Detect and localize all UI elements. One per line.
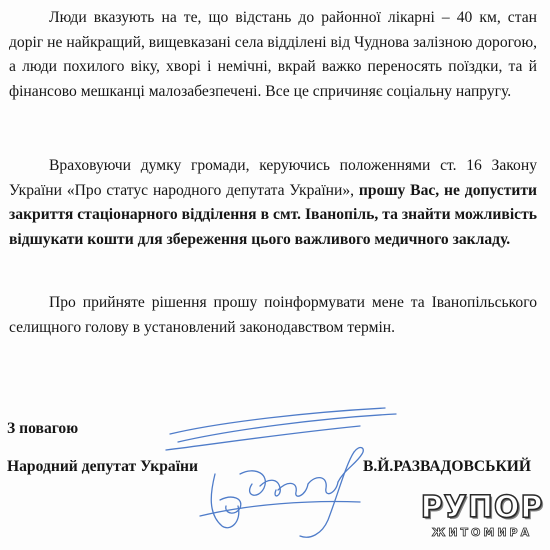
watermark-subtitle: ЖИТОМИРА <box>431 526 533 539</box>
rupor-zhytomyra-logo-watermark <box>420 492 544 546</box>
request-intro-text: Враховуючи думку громади, керуючись положеннями ст. 16 Закону України «Про статус народного депутата України», <box>9 157 537 199</box>
request-bold-text: прошу Вас, не допустити закриття стаціонарного відділення в смт. Іванопіль, та знайти можливість відшукати кошти для збереження цього важливого медичного закладу. <box>9 181 538 248</box>
paragraph-inform-decision: Про прийняте рішення прошу поінформувати мене та Іванопільського селищного голову в установлений законодавством термін. <box>9 294 537 336</box>
signer-position: Народний депутат України <box>7 458 198 475</box>
signer-name: В.Й.РАЗВАДОВСЬКИЙ <box>363 458 532 475</box>
paragraph-distance-to-hospital: Люди вказують на те, що відстань до районної лікарні – 40 км, стан доріг не найкращий, вищевказані села відділені від Чуднова залізною дорогою, а люди похилого віку, хворі і немічні, вкрай важко переносять поїздки, та й фінансово мешканці малозабезпечені. Все це спричиняє соціальну напругу. <box>9 9 537 100</box>
closing-salutation: З повагою <box>7 420 79 437</box>
watermark-title: РУПОР <box>420 490 544 525</box>
paragraph-request <box>9 154 537 252</box>
